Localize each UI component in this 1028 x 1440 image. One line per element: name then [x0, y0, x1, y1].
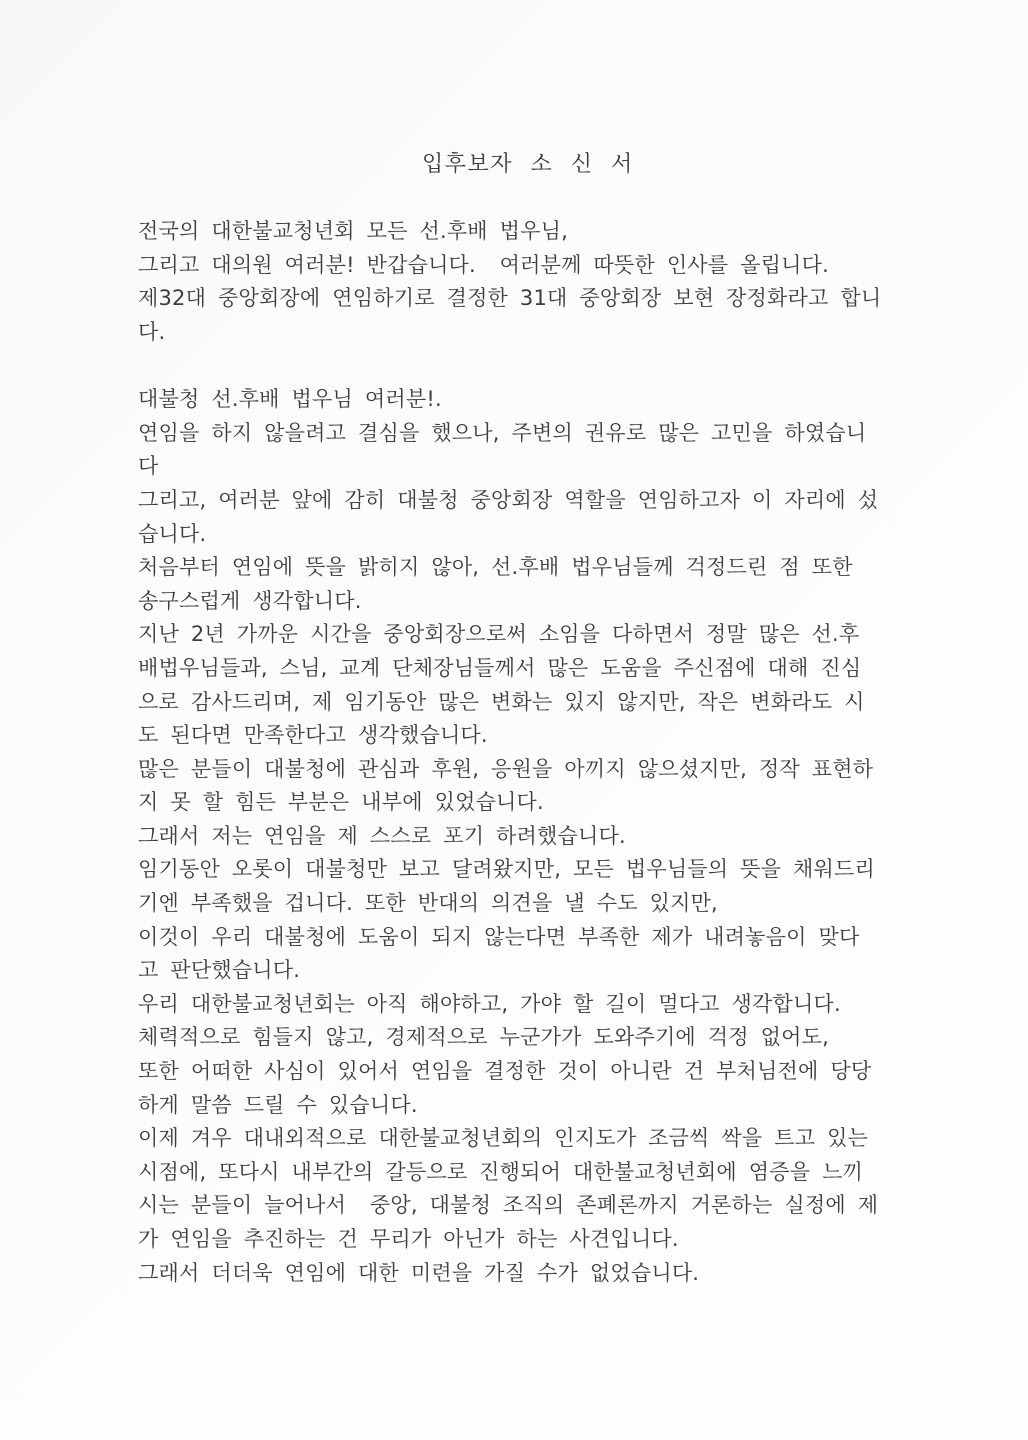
- text-line: 임기동안 오롯이 대불청만 보고 달려왔지만, 모든 법우님들의 뜻을 채워드리: [138, 857, 875, 882]
- text-line: 전국의 대한불교청년회 모든 선.후배 법우님,: [138, 219, 568, 244]
- text-line: 송구스럽게 생각합니다.: [138, 588, 362, 613]
- document-title: 입후보자 소 신 서: [422, 152, 634, 177]
- text-line: 가 연임을 추진하는 건 무리가 아닌가 하는 사견입니다.: [138, 1227, 679, 1251]
- text-line: 대불청 선.후배 법우님 여러분!.: [138, 387, 442, 412]
- text-line: 고 판단했습니다.: [138, 958, 301, 983]
- text-line: 시는 분들이 늘어나서 중앙, 대불청 조직의 존폐론까지 거론하는 실정에 제: [138, 1193, 879, 1218]
- text-line: 우리 대한불교청년회는 아직 해야하고, 가야 할 길이 멀다고 생각합니다.: [138, 991, 841, 1016]
- text-line: 그래서 저는 연임을 제 스스로 포기 하려했습니다.: [138, 823, 626, 848]
- text-line: 그리고, 여러분 앞에 감히 대불청 중앙회장 역할을 연임하고자 이 자리에 섰: [138, 487, 879, 512]
- text-line: 지 못 할 힘든 부분은 내부에 있었습니다.: [138, 790, 544, 815]
- text-line: 하게 말씀 드릴 수 있습니다.: [138, 1092, 418, 1117]
- text-line: 많은 분들이 대불청에 관심과 후원, 응원을 아끼지 않으셨지만, 정작 표현하: [138, 756, 874, 781]
- text-line: 기엔 부족했을 겁니다. 또한 반대의 의견을 낼 수도 있지만,: [138, 891, 718, 916]
- text-line: 배법우님들과, 스님, 교계 단체장님들께서 많은 도움을 주신점에 대해 진심: [138, 655, 862, 680]
- text-line: 이것이 우리 대불청에 도움이 되지 않는다면 부족한 제가 내려놓음이 맞다: [138, 924, 860, 949]
- text-line: 체력적으로 힘들지 않고, 경제적으로 누군가가 도와주기에 걱정 없어도,: [138, 1025, 829, 1050]
- text-line: 처음부터 연임에 뜻을 밝히지 않아, 선.후배 법우님들께 걱정드린 점 또한: [138, 555, 853, 580]
- text-line: 그리고 대의원 여러분! 반갑습니다. 여러분께 따뜻한 인사를 올립니다.: [138, 252, 829, 277]
- text-line: 이제 겨우 대내외적으로 대한불교청년회의 인지도가 조금씩 싹을 트고 있는: [138, 1126, 869, 1151]
- document-body: [138, 148, 898, 1290]
- text-line: 습니다.: [138, 521, 207, 546]
- text-line: 지난 2년 가까운 시간을 중앙회장으로써 소임을 다하면서 정말 많은 선.후: [138, 622, 860, 647]
- blank-line: [138, 350, 898, 384]
- text-line: 다.: [138, 319, 166, 344]
- text-line: 연임을 하지 않을려고 결심을 했으나, 주변의 권유로 많은 고민을 하였습니: [138, 420, 867, 445]
- text-line: 제32대 중앙회장에 연임하기로 결정한 31대 중앙회장 보현 장정화라고 합니: [138, 286, 882, 311]
- text-line: 으로 감사드리며, 제 임기동안 많은 변화는 있지 않지만, 작은 변화라도 시: [138, 689, 865, 714]
- text-line: 또한 어떠한 사심이 있어서 연임을 결정한 것이 아니란 건 부처님전에 당당: [138, 1059, 872, 1084]
- text-line: 다: [138, 454, 159, 479]
- text-line: 시점에, 또다시 내부간의 갈등으로 진행되어 대한불교청년회에 염증을 느끼: [138, 1159, 864, 1184]
- text-line: 그래서 더더욱 연임에 대한 미련을 가질 수가 없었습니다.: [138, 1260, 700, 1285]
- text-line: 도 된다면 만족한다고 생각했습니다.: [138, 723, 488, 748]
